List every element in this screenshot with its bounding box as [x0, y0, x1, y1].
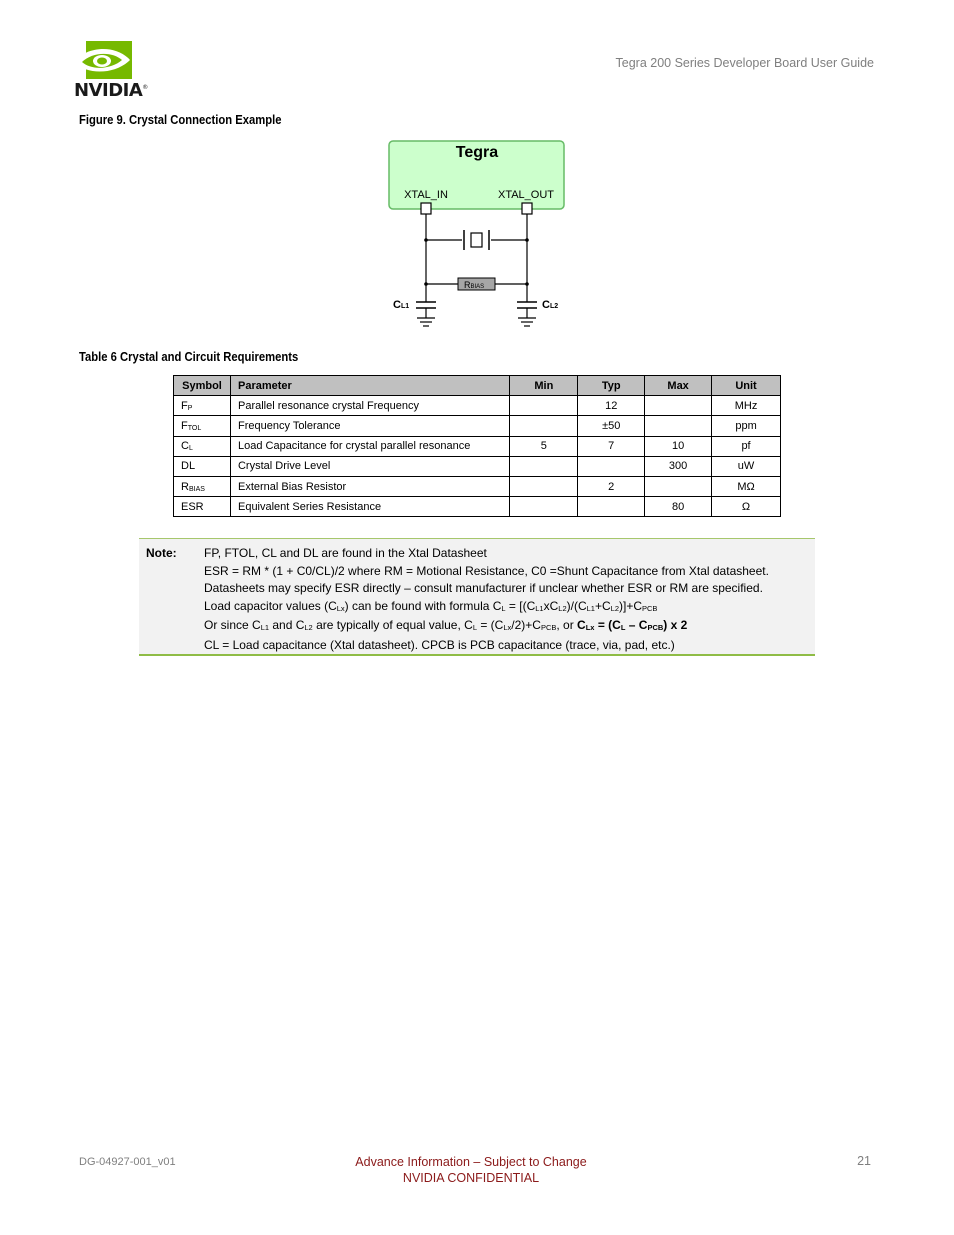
cell-symbol: DL [174, 456, 231, 476]
cl1-sub: L1 [400, 303, 410, 310]
cell-min [510, 416, 578, 436]
cell-symbol: ESR [174, 497, 231, 517]
table-caption: Table 6 Crystal and Circuit Requirements [79, 350, 299, 364]
cell-unit: Ω [712, 497, 781, 517]
cell-unit: MΩ [712, 476, 781, 496]
note-line-6: CL = Load capacitance (Xtal datasheet). CPCB is PCB capacitance (trace, via, pad, etc.) [204, 637, 675, 652]
brand-wordmark: NVIDIA® [74, 80, 148, 101]
col-header-min: Min [510, 376, 578, 396]
note-label: Note: [146, 546, 177, 560]
cell-max [645, 416, 712, 436]
cell-typ: 7 [578, 436, 645, 456]
cap-cl1 [393, 299, 436, 326]
cell-parameter: Parallel resonance crystal Frequency [230, 396, 509, 416]
table-row [174, 497, 781, 517]
cl2-sub: L2 [549, 303, 559, 310]
cell-min [510, 396, 578, 416]
cell-parameter: Load Capacitance for crystal parallel resonance [230, 436, 509, 456]
table-row [174, 416, 781, 436]
table-header-row [174, 376, 781, 396]
nvidia-eye-icon [72, 40, 136, 80]
rbias-sub: BIAS [470, 284, 485, 290]
cl1-main: C [393, 299, 401, 311]
cell-parameter: External Bias Resistor [230, 476, 509, 496]
crystal-symbol [424, 230, 529, 250]
note-line-1: FP, FTOL, CL and DL are found in the Xtal Datasheet [204, 546, 487, 560]
cell-typ [578, 497, 645, 517]
cell-typ [578, 456, 645, 476]
schematic-svg [380, 132, 580, 337]
nvidia-logo [72, 40, 154, 100]
note-box [139, 538, 815, 656]
col-header-parameter: Parameter [230, 376, 509, 396]
crystal-connection-diagram [380, 132, 580, 337]
svg-text:CL2 [542, 299, 558, 311]
document-id: DG-04927-001_v01 [79, 1156, 176, 1168]
note-line-3: Datasheets may specify ESR directly – consult manufacturer if unclear whether ESR or RM are specified. [204, 581, 763, 596]
confidential-notice: NVIDIA CONFIDENTIAL [402, 1171, 540, 1185]
cell-parameter: Crystal Drive Level [230, 456, 509, 476]
col-header-typ: Typ [578, 376, 645, 396]
cap-cl2 [517, 299, 558, 326]
cell-typ: 12 [578, 396, 645, 416]
note-line-4: Load capacitor values (CLx) can be found with formula CL = [(CL1xCL2)/(CL1+CL2)]+CPCB [204, 598, 658, 613]
rbias-resistor [424, 278, 529, 290]
crystal-requirements-table [173, 375, 781, 517]
cell-symbol: FP [174, 396, 231, 416]
pin-xtal-in-label: XTAL_IN [404, 189, 448, 201]
col-header-symbol: Symbol [174, 376, 231, 396]
table-row [174, 476, 781, 496]
cell-max: 10 [645, 436, 712, 456]
svg-text:CL1 [393, 299, 409, 311]
col-header-unit: Unit [712, 376, 781, 396]
note-line-2: ESR = RM * (1 + C0/CL)/2 where RM = Motional Resistance, C0 =Shunt Capacitance from Xtal datasheet. [204, 563, 769, 578]
pin-xtal-out [522, 203, 532, 214]
cell-parameter: Frequency Tolerance [230, 416, 509, 436]
rbias-main: R [464, 280, 471, 290]
cell-min: 5 [510, 436, 578, 456]
cell-unit: MHz [712, 396, 781, 416]
cell-max [645, 476, 712, 496]
cell-max: 300 [645, 456, 712, 476]
page-number: 21 [857, 1154, 871, 1168]
cell-unit: ppm [712, 416, 781, 436]
cell-symbol: FTOL [174, 416, 231, 436]
table-row [174, 456, 781, 476]
table-row [174, 436, 781, 456]
cl2-main: C [542, 299, 550, 311]
cell-typ: ±50 [578, 416, 645, 436]
document-title: Tegra 200 Series Developer Board User Guide [615, 56, 874, 70]
cell-unit: pf [712, 436, 781, 456]
cell-unit: uW [712, 456, 781, 476]
cell-max [645, 396, 712, 416]
tegra-label: Tegra [455, 144, 499, 161]
cell-max: 80 [645, 497, 712, 517]
confidentiality-notice [0, 1154, 942, 1186]
figure-caption: Figure 9. Crystal Connection Example [79, 113, 282, 127]
cell-symbol: RBIAS [174, 476, 231, 496]
cell-parameter: Equivalent Series Resistance [230, 497, 509, 517]
cell-min [510, 456, 578, 476]
cell-min [510, 476, 578, 496]
table-row [174, 396, 781, 416]
pin-xtal-out-label: XTAL_OUT [497, 189, 555, 201]
cell-symbol: CL [174, 436, 231, 456]
note-body [204, 545, 809, 655]
cell-typ: 2 [578, 476, 645, 496]
advance-info-notice: Advance Information – Subject to Change [355, 1155, 587, 1169]
note-line-5: Or since CL1 and CL2 are typically of equal value, CL = (CLx/2)+CPCB, or CLx = (CL – CPCB) x 2 [204, 618, 688, 633]
col-header-max: Max [645, 376, 712, 396]
pin-xtal-in [421, 203, 431, 214]
cell-min [510, 497, 578, 517]
